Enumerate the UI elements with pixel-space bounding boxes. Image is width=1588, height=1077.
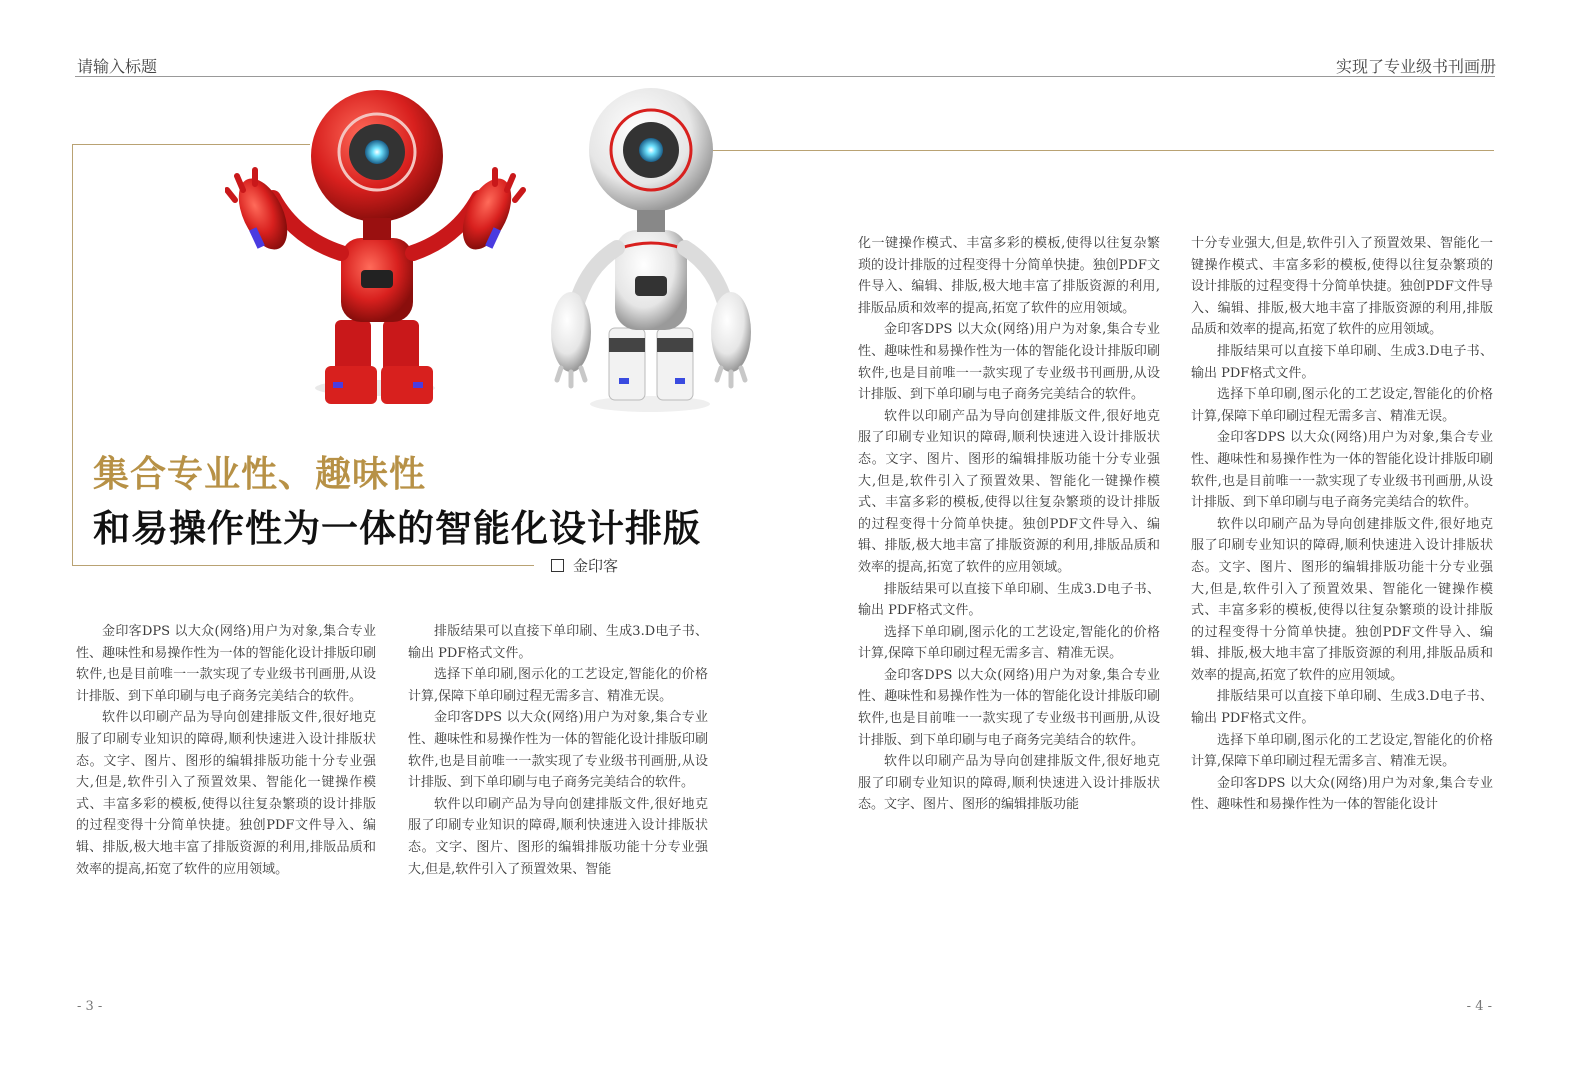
paragraph: 软件以印刷产品为导向创建排版文件,很好地克服了印刷专业知识的障碍,顺利快速进入设计排版状态。文字、图片、图形的编辑排版功能十分专业强大,但是,软件引入了预置效果、智能化一键操作模式、丰富多彩的模板,使得以往复杂繁琐的设计排版的过程变得十分简单快捷。独创PDF文件导入、编辑、排版,极大地丰富了排版资源的利用,排版品质和效率的提高,拓宽了软件的应用领域。	[1191, 516, 1493, 683]
paragraph: 软件以印刷产品为导向创建排版文件,很好地克服了印刷专业知识的障碍,顺利快速进入设计排版状态。文字、图片、图形的编辑排版功能十分专业强大,但是,软件引入了预置效果、智能	[408, 796, 708, 877]
paragraph: 软件以印刷产品为导向创建排版文件,很好地克服了印刷专业知识的障碍,顺利快速进入设计排版状态。文字、图片、图形的编辑排版功能十分专业强大,但是,软件引入了预置效果、智能化一键操作模式、丰富多彩的模板,使得以往复杂繁琐的设计排版的过程变得十分简单快捷。独创PDF文件导入、编辑、排版,极大地丰富了排版资源的利用,排版品质和效率的提高,拓宽了软件的应用领域。	[858, 408, 1160, 575]
paragraph: 金印客DPS 以大众(网络)用户为对象,集合专业性、趣味性和易操作性为一体的智能化设计	[1191, 775, 1493, 813]
red-robot	[227, 90, 523, 404]
article-title-line1: 集合专业性、趣味性	[93, 454, 427, 495]
body-column-1	[76, 621, 376, 880]
page-number-right: - 4 -	[1466, 999, 1492, 1014]
body-column-3	[858, 233, 1160, 816]
header-rule	[75, 76, 1495, 77]
paragraph: 化一键操作模式、丰富多彩的模板,使得以往复杂繁琐的设计排版的过程变得十分简单快捷。独创PDF文件导入、编辑、排版,极大地丰富了排版资源的利用,排版品质和效率的提高,拓宽了软件的应用领域。	[858, 236, 1160, 316]
frame-line-left	[72, 144, 73, 565]
frame-line-bottom	[72, 565, 534, 566]
white-robot	[551, 88, 751, 412]
paragraph: 选择下单印刷,图示化的工艺设定,智能化的价格计算,保障下单印刷过程无需多言、精准无误。	[1191, 732, 1493, 770]
paragraph: 选择下单印刷,图示化的工艺设定,智能化的价格计算,保障下单印刷过程无需多言、精准无误。	[408, 667, 708, 704]
frame-line-right	[712, 150, 1494, 151]
body-column-4	[1191, 233, 1493, 816]
paragraph: 排版结果可以直接下单印刷、生成3.D电子书、输出 PDF格式文件。	[1191, 343, 1493, 381]
paragraph: 十分专业强大,但是,软件引入了预置效果、智能化一键操作模式、丰富多彩的模板,使得以往复杂繁琐的设计排版的过程变得十分简单快捷。独创PDF文件导入、编辑、排版,极大地丰富了排版资源的利用,排版品质和效率的提高,拓宽了软件的应用领域。	[1191, 236, 1493, 338]
paragraph: 金印客DPS 以大众(网络)用户为对象,集合专业性、趣味性和易操作性为一体的智能化设计排版印刷软件,也是目前唯一一款实现了专业级书刊画册,从设计排版、到下单印刷与电子商务完美结合的软件。	[858, 667, 1160, 748]
running-header-left: 请输入标题	[77, 57, 158, 76]
page-number-left: - 3 -	[77, 999, 103, 1014]
paragraph: 金印客DPS 以大众(网络)用户为对象,集合专业性、趣味性和易操作性为一体的智能化设计排版印刷软件,也是目前唯一一款实现了专业级书刊画册,从设计排版、到下单印刷与电子商务完美结合的软件。	[408, 710, 708, 791]
paragraph: 排版结果可以直接下单印刷、生成3.D电子书、输出 PDF格式文件。	[1191, 689, 1493, 727]
paragraph: 排版结果可以直接下单印刷、生成3.D电子书、输出 PDF格式文件。	[408, 624, 708, 661]
paragraph: 选择下单印刷,图示化的工艺设定,智能化的价格计算,保障下单印刷过程无需多言、精准无误。	[1191, 387, 1493, 424]
author-byline	[551, 555, 618, 576]
paragraph: 选择下单印刷,图示化的工艺设定,智能化的价格计算,保障下单印刷过程无需多言、精准无误。	[858, 624, 1160, 662]
paragraph: 软件以印刷产品为导向创建排版文件,很好地克服了印刷专业知识的障碍,顺利快速进入设计排版状态。文字、图片、图形的编辑排版功能	[858, 754, 1160, 813]
paragraph: 排版结果可以直接下单印刷、生成3.D电子书、输出 PDF格式文件。	[858, 581, 1160, 619]
author-name: 金印客	[573, 557, 619, 575]
square-bullet-icon	[551, 559, 564, 572]
paragraph: 金印客DPS 以大众(网络)用户为对象,集合专业性、趣味性和易操作性为一体的智能化设计排版印刷软件,也是目前唯一一款实现了专业级书刊画册,从设计排版、到下单印刷与电子商务完美结合的软件。	[858, 322, 1160, 403]
paragraph: 软件以印刷产品为导向创建排版文件,很好地克服了印刷专业知识的障碍,顺利快速进入设计排版状态。文字、图片、图形的编辑排版功能十分专业强大,但是,软件引入了预置效果、智能化一键操作模式、丰富多彩的模板,使得以往复杂繁琐的设计排版的过程变得十分简单快捷。独创PDF文件导入、编辑、排版,极大地丰富了排版资源的利用,排版品质和效率的提高,拓宽了软件的应用领域。	[76, 710, 376, 877]
paragraph: 金印客DPS 以大众(网络)用户为对象,集合专业性、趣味性和易操作性为一体的智能化设计排版印刷软件,也是目前唯一一款实现了专业级书刊画册,从设计排版、到下单印刷与电子商务完美结合的软件。	[76, 624, 376, 704]
running-header-right: 实现了专业级书刊画册	[1335, 57, 1496, 76]
robots-illustration	[225, 88, 765, 418]
article-title-line2: 和易操作性为一体的智能化设计排版	[93, 507, 701, 550]
paragraph: 金印客DPS 以大众(网络)用户为对象,集合专业性、趣味性和易操作性为一体的智能化设计排版印刷软件,也是目前唯一一款实现了专业级书刊画册,从设计排版、到下单印刷与电子商务完美结合的软件。	[1191, 430, 1493, 511]
body-column-2	[408, 621, 708, 880]
